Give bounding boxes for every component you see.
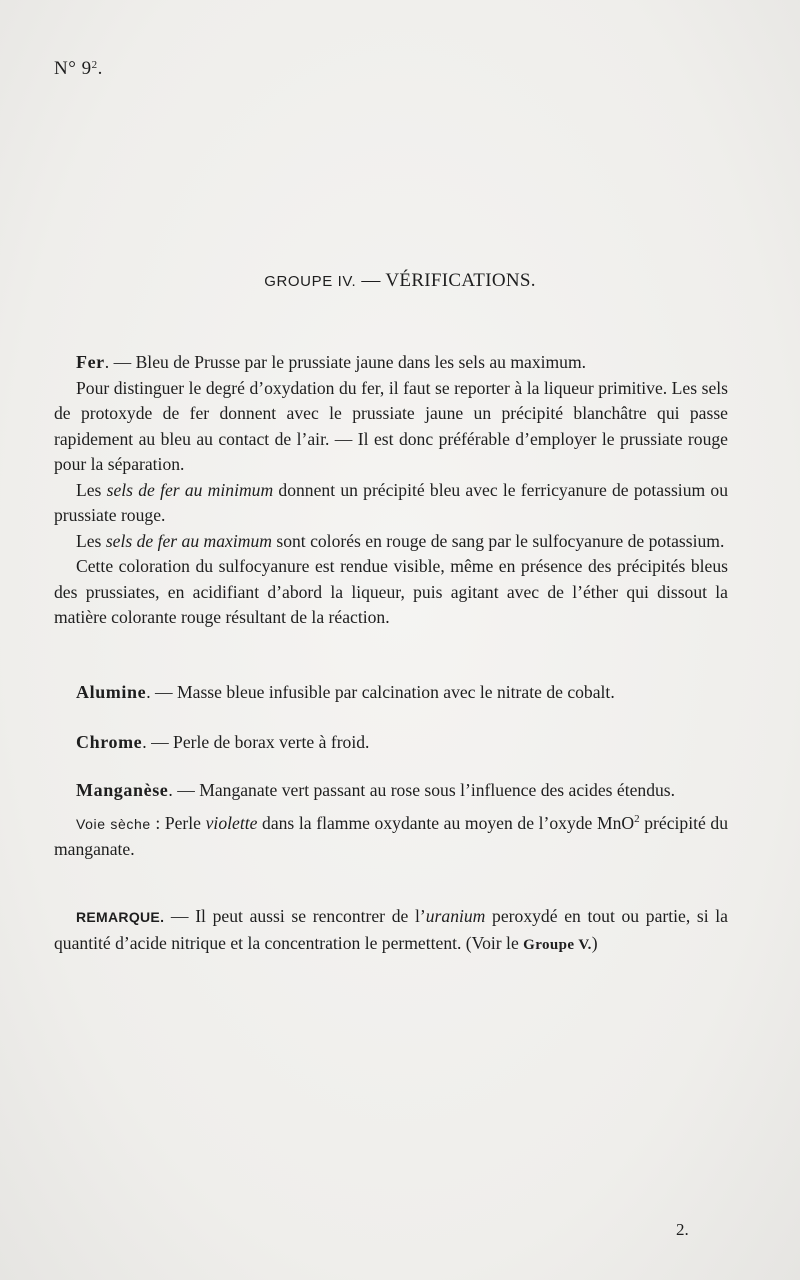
page-reference: N° $9^2$. — [54, 58, 103, 79]
chrome-term: Chrome — [76, 732, 143, 752]
section-title: GROUPE IV. — VÉRIFICATIONS. — [264, 270, 536, 291]
section-name: VÉRIFICATIONS. — [385, 270, 536, 291]
page-number: 2. — [676, 1220, 689, 1239]
manganese-section: Manganèse. — Manganate vert passant au rose sous l’influence des acides étendus. Voie sèche : Perle violette dans la flamme oxydante au moyen de l’oxyde MnO$^2$ précipité du manganate. — [54, 778, 728, 862]
fer-term: Fer — [76, 352, 105, 372]
fer-paragraph-4: Les sels de fer au maximum sont colorés en rouge de sang par le sulfocyanure de potassium. — [76, 530, 725, 551]
remarque-section: REMARQUE. — Il peut aussi se rencontrer de l’uranium peroxydé en tout ou partie, si la quantité d’acide nitrique et la concentration le permettent. (Voir le Groupe V.) — [54, 906, 728, 953]
fer-paragraph-2: Pour distinguer le degré d’oxydation du fer, il faut se reporter à la liqueur primitive. Les sels de protoxyde de fer donnent avec le prussiate jaune un précipité blanchâtre qui passe rapidement au bleu au contact de l’air. — Il est donc préférable d’employer le prussiate rouge pour la séparation. — [54, 377, 728, 474]
fer-line: Fer. — Bleu de Prusse par le prussiate jaune dans les sels au maximum. — [76, 352, 587, 372]
fer-section — [54, 350, 728, 631]
fer-paragraph-5: Cette coloration du sulfocyanure est rendue visible, même en présence des précipités bleus des prussiates, en acidifiant d’abord la liqueur, puis agitant avec de l’éther qui dissout la matière colorante rouge résultant de la réaction. — [54, 556, 728, 627]
remarque-label: REMARQUE. — [76, 909, 165, 925]
manganese-term: Manganèse — [76, 780, 169, 800]
alumine-section: Alumine. — Masse bleue infusible par calcination avec le nitrate de cobalt. — [76, 682, 615, 702]
alumine-term: Alumine — [76, 682, 147, 702]
chrome-section: Chrome. — Perle de borax verte à froid. — [76, 732, 370, 752]
voie-seche-label: Voie sèche — [76, 815, 151, 832]
voie-seche-line: Voie sèche : Perle violette dans la flamme oxydante au moyen de l’oxyde MnO$^2$ précipité du manganate. — [54, 812, 729, 859]
fer-paragraph-3: Les sels de fer au minimum donnent un précipité bleu avec le ferricyanure de potassium ou prussiate rouge. — [54, 479, 728, 525]
groupe-v-reference: Groupe V. — [523, 936, 592, 953]
group-label: GROUPE IV. — [264, 273, 357, 290]
